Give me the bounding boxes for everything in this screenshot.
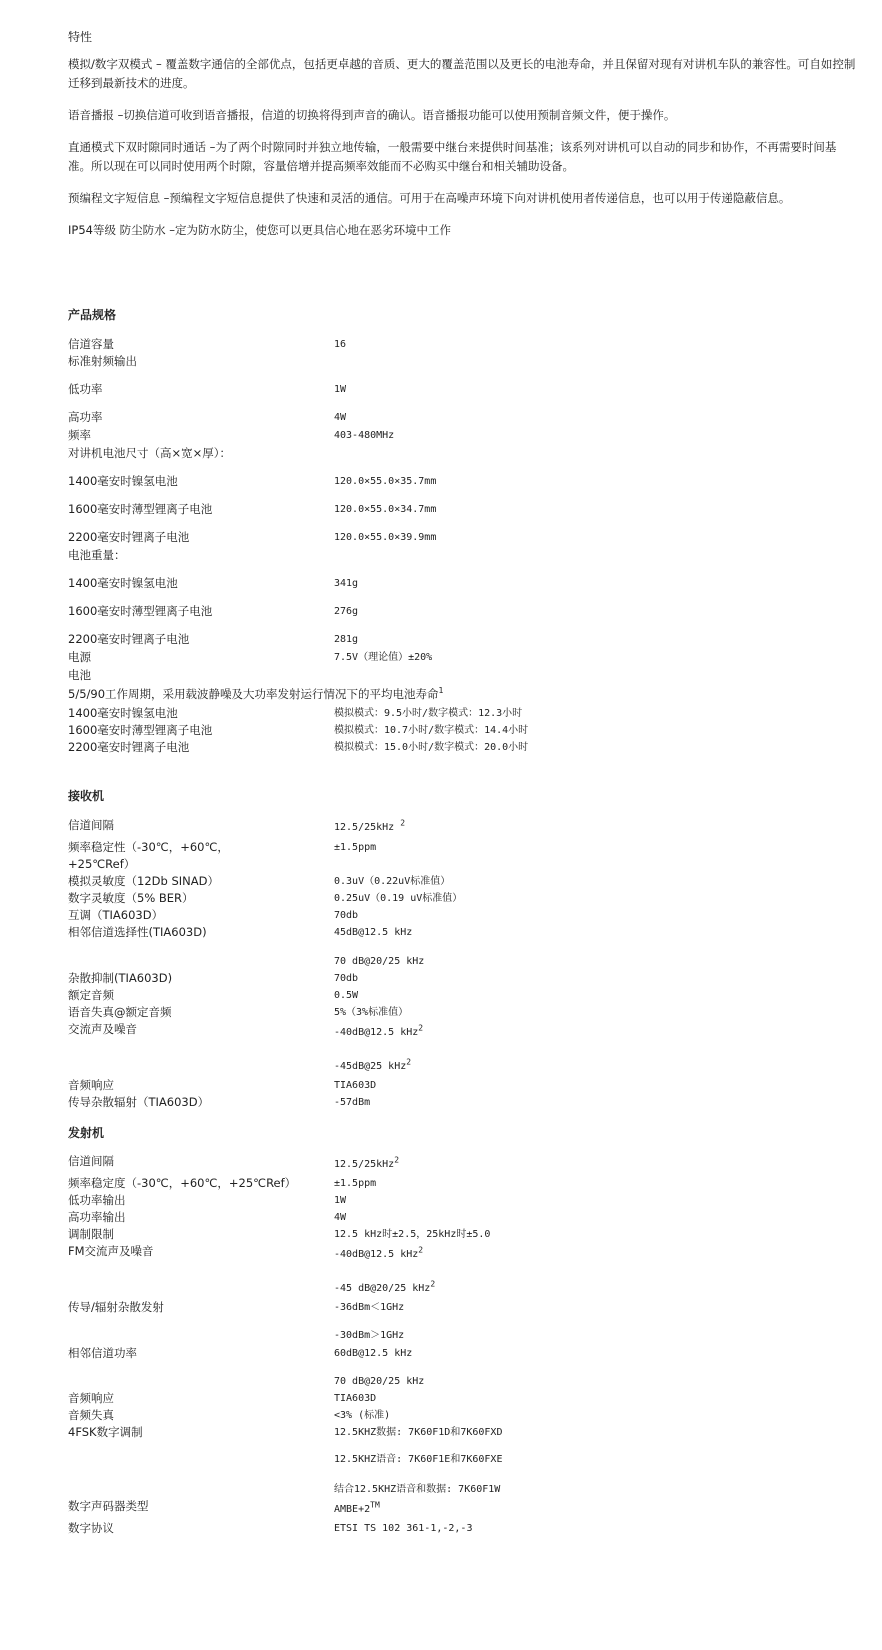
receiver-value bbox=[334, 971, 358, 986]
feature-ip54: IP54等级 防尘防水 –定为防水防尘，使您可以更具信心地在恶劣环境中工作 bbox=[68, 223, 452, 237]
transmitter-value bbox=[334, 1482, 500, 1497]
spec-label: 高功率 bbox=[68, 410, 103, 424]
spec-label: 1600毫安时薄型锂离子电池 bbox=[68, 723, 213, 737]
transmitter-value bbox=[334, 1210, 346, 1225]
transmitter-value bbox=[334, 1157, 399, 1172]
transmitter-label: 低功率输出 bbox=[68, 1193, 126, 1207]
value-text: -30dBm＞1GHz bbox=[334, 1330, 405, 1341]
footnote-marker: 2 bbox=[400, 818, 406, 828]
footnote-marker: TM bbox=[370, 1500, 380, 1510]
transmitter-label: 调制限制 bbox=[68, 1227, 114, 1241]
value-text: -40dB@12.5 kHz bbox=[334, 1249, 419, 1260]
value-text: 12.5 kHz时±2.5，25kHz时±5.0 bbox=[334, 1229, 491, 1240]
value-text: 276g bbox=[334, 606, 359, 617]
spec-label: 1400毫安时镍氢电池 bbox=[68, 474, 178, 488]
transmitter-label: 数字声码器类型 bbox=[68, 1499, 149, 1513]
receiver-value bbox=[334, 874, 450, 889]
spec-label: 低功率 bbox=[68, 382, 103, 396]
transmitter-label: FM交流声及噪音 bbox=[68, 1244, 154, 1258]
receiver-value bbox=[334, 925, 412, 940]
value-text: 4W bbox=[334, 412, 347, 423]
spec-value bbox=[334, 428, 394, 443]
value-text: TIA603D bbox=[334, 1080, 377, 1091]
footnote-marker: 1 bbox=[438, 686, 444, 696]
transmitter-label: 高功率输出 bbox=[68, 1210, 126, 1224]
value-text: 16 bbox=[334, 339, 347, 350]
spec-label: 电池 bbox=[68, 668, 91, 682]
value-text: 70db bbox=[334, 910, 359, 921]
receiver-value bbox=[334, 1078, 376, 1093]
footnote-marker: 2 bbox=[406, 1057, 412, 1067]
transmitter-value bbox=[334, 1391, 376, 1406]
transmitter-label: 音频失真 bbox=[68, 1408, 114, 1422]
value-text: 7.5V（理论值）±20% bbox=[334, 652, 433, 663]
spec-section-title: 产品规格 bbox=[68, 308, 117, 322]
receiver-label: 互调（TIA603D） bbox=[68, 908, 164, 922]
feature-dual-timeslot: 直通模式下双时隙同时通话 –为了两个时隙同时并独立地传输，一般需要中继台来提供时间基准；该系列对讲机可以自动的同步和协作，不再需要时间基准。所以现在可以同时使用两个时隙，容量倍增并提高频率效能而不必购买中继台和相关辅助设备。 bbox=[68, 140, 837, 173]
value-text: -40dB@12.5 kHz bbox=[334, 1027, 419, 1038]
spec-label: 2200毫安时锂离子电池 bbox=[68, 632, 190, 646]
spec-value bbox=[334, 723, 528, 738]
footnote-marker: 2 bbox=[430, 1279, 436, 1289]
receiver-label: 传导杂散辐射（TIA603D） bbox=[68, 1095, 210, 1109]
transmitter-value bbox=[334, 1328, 404, 1343]
receiver-label: 信道间隔 bbox=[68, 818, 114, 832]
receiver-value bbox=[334, 1095, 370, 1110]
receiver-label: 相邻信道选择性(TIA603D) bbox=[68, 925, 207, 939]
spec-label: 2200毫安时锂离子电池 bbox=[68, 740, 190, 754]
receiver-value bbox=[334, 1005, 408, 1020]
spec-value bbox=[334, 410, 346, 425]
spec-value bbox=[334, 576, 358, 591]
value-text: -57dBm bbox=[334, 1097, 371, 1108]
spec-label: 1400毫安时镍氢电池 bbox=[68, 576, 178, 590]
value-text: <3% (标准) bbox=[334, 1410, 391, 1421]
transmitter-value bbox=[334, 1502, 380, 1517]
receiver-value bbox=[334, 840, 376, 855]
value-text: 0.25uV（0.19 uV标准值） bbox=[334, 893, 463, 904]
spec-label: 2200毫安时锂离子电池 bbox=[68, 530, 190, 544]
spec-value bbox=[334, 530, 436, 545]
transmitter-value bbox=[334, 1193, 346, 1208]
receiver-label: 杂散抑制(TIA603D) bbox=[68, 971, 173, 985]
receiver-value bbox=[334, 820, 405, 835]
receiver-label: +25℃Ref） bbox=[68, 857, 136, 871]
value-text: 341g bbox=[334, 578, 359, 589]
value-text: 120.0×55.0×34.7mm bbox=[334, 504, 437, 515]
feature-dual-mode: 模拟/数字双模式 – 覆盖数字通信的全部优点，包括更卓越的音质、更大的覆盖范围以及更长的电池寿命，并且保留对现有对讲机车队的兼容性。可自如控制迁移到最新技术的进度。 bbox=[68, 57, 856, 90]
receiver-value bbox=[334, 891, 462, 906]
transmitter-section-title: 发射机 bbox=[68, 1126, 105, 1140]
value-text: 模拟模式：9.5小时/数字模式：12.3小时 bbox=[334, 708, 523, 719]
transmitter-label: 频率稳定度（-30℃，+60℃，+25℃Ref） bbox=[68, 1176, 297, 1190]
value-text: 1W bbox=[334, 1195, 347, 1206]
value-text: -45 dB@20/25 kHz bbox=[334, 1283, 431, 1294]
spec-value bbox=[334, 706, 522, 721]
value-text: 12.5KHZ数据: 7K60F1D和7K60FXD bbox=[334, 1427, 503, 1438]
value-text: 403-480MHz bbox=[334, 430, 395, 441]
value-text: 模拟模式：10.7小时/数字模式：14.4小时 bbox=[334, 725, 529, 736]
spec-label: 对讲机电池尺寸（高×宽×厚）： bbox=[68, 446, 232, 460]
value-text: TIA603D bbox=[334, 1393, 377, 1404]
value-text: 281g bbox=[334, 634, 359, 645]
value-text: 结合12.5KHZ语音和数据: 7K60F1W bbox=[334, 1484, 501, 1495]
receiver-value bbox=[334, 1025, 423, 1040]
spec-value bbox=[334, 474, 436, 489]
receiver-label: 额定音频 bbox=[68, 988, 114, 1002]
receiver-value bbox=[334, 908, 358, 923]
transmitter-label: 传导/辐射杂散发射 bbox=[68, 1300, 164, 1314]
value-text: 5%（3%标准值） bbox=[334, 1007, 409, 1018]
spec-value bbox=[334, 502, 436, 517]
value-text: 12.5KHZ语音: 7K60F1E和7K60FXE bbox=[334, 1454, 503, 1465]
transmitter-value bbox=[334, 1227, 490, 1242]
value-text: ±1.5ppm bbox=[334, 842, 377, 853]
transmitter-value bbox=[334, 1176, 376, 1191]
footnote-marker: 2 bbox=[418, 1245, 424, 1255]
value-text: 120.0×55.0×35.7mm bbox=[334, 476, 437, 487]
transmitter-value bbox=[334, 1247, 423, 1262]
spec-value bbox=[334, 632, 358, 647]
value-text: ±1.5ppm bbox=[334, 1178, 377, 1189]
features-title: 特性 bbox=[68, 30, 93, 44]
receiver-label: 语音失真@额定音频 bbox=[68, 1005, 172, 1019]
spec-label: 信道容量 bbox=[68, 337, 114, 351]
transmitter-label: 相邻信道功率 bbox=[68, 1346, 137, 1360]
transmitter-value bbox=[334, 1408, 390, 1423]
spec-label: 1600毫安时薄型锂离子电池 bbox=[68, 502, 213, 516]
receiver-label: 交流声及噪音 bbox=[68, 1022, 137, 1036]
transmitter-value bbox=[334, 1281, 435, 1296]
spec-value bbox=[334, 650, 432, 665]
value-text: 70db bbox=[334, 973, 359, 984]
value-text: 模拟模式：15.0小时/数字模式：20.0小时 bbox=[334, 742, 529, 753]
value-text: 120.0×55.0×39.9mm bbox=[334, 532, 437, 543]
value-text: 4W bbox=[334, 1212, 347, 1223]
transmitter-value bbox=[334, 1300, 404, 1315]
value-text: 12.5/25kHz bbox=[334, 822, 401, 833]
transmitter-value bbox=[334, 1374, 424, 1389]
spec-label: 电源 bbox=[68, 650, 91, 664]
spec-value bbox=[334, 382, 346, 397]
spec-value bbox=[334, 740, 528, 755]
spec-value bbox=[334, 604, 358, 619]
value-text: 45dB@12.5 kHz bbox=[334, 927, 413, 938]
footnote-marker: 2 bbox=[394, 1155, 400, 1165]
value-text: 0.3uV（0.22uV标准值） bbox=[334, 876, 451, 887]
transmitter-value bbox=[334, 1346, 412, 1361]
value-text: 12.5/25kHz bbox=[334, 1159, 395, 1170]
spec-label: 电池重量： bbox=[68, 548, 126, 562]
value-text: -36dBm＜1GHz bbox=[334, 1302, 405, 1313]
spec-label: 1600毫安时薄型锂离子电池 bbox=[68, 604, 213, 618]
receiver-value bbox=[334, 954, 424, 969]
value-text: AMBE+2 bbox=[334, 1504, 371, 1515]
transmitter-value bbox=[334, 1521, 472, 1536]
receiver-label: 数字灵敏度（5% BER） bbox=[68, 891, 194, 905]
receiver-label: 频率稳定性（-30℃，+60℃， bbox=[68, 840, 229, 854]
spec-label: 频率 bbox=[68, 428, 91, 442]
transmitter-value bbox=[334, 1425, 502, 1440]
footnote-marker: 2 bbox=[418, 1023, 424, 1033]
spec-label: 1400毫安时镍氢电池 bbox=[68, 706, 178, 720]
spec-label: 5/5/90工作周期，采用载波静噪及大功率发射运行情况下的平均电池寿命$^1$ bbox=[68, 686, 444, 701]
receiver-label: 模拟灵敏度（12Db SINAD） bbox=[68, 874, 219, 888]
value-text: ETSI TS 102 361-1,-2,-3 bbox=[334, 1523, 473, 1534]
spec-value bbox=[334, 337, 346, 352]
feature-voice-announcement: 语音播报 –切换信道可收到语音播报，信道的切换将得到声音的确认。语音播报功能可以使用预制音频文件，便于操作。 bbox=[68, 108, 676, 122]
receiver-value bbox=[334, 988, 358, 1003]
transmitter-label: 音频响应 bbox=[68, 1391, 114, 1405]
receiver-value bbox=[334, 1059, 411, 1074]
spec-label: 标准射频输出 bbox=[68, 354, 137, 368]
value-text: -45dB@25 kHz bbox=[334, 1061, 407, 1072]
value-text: 0.5W bbox=[334, 990, 359, 1001]
transmitter-label: 4FSK数字调制 bbox=[68, 1425, 143, 1439]
value-text: 70 dB@20/25 kHz bbox=[334, 1376, 425, 1387]
transmitter-label: 数字协议 bbox=[68, 1521, 114, 1535]
transmitter-value bbox=[334, 1452, 502, 1467]
feature-text-messaging: 预编程文字短信息 –预编程文字短信息提供了快速和灵活的通信。可用于在高噪声环境下向对讲机使用者传递信息，也可以用于传递隐蔽信息。 bbox=[68, 191, 791, 205]
receiver-section-title: 接收机 bbox=[68, 789, 105, 803]
value-text: 1W bbox=[334, 384, 347, 395]
receiver-label: 音频响应 bbox=[68, 1078, 114, 1092]
transmitter-label: 信道间隔 bbox=[68, 1154, 114, 1168]
value-text: 60dB@12.5 kHz bbox=[334, 1348, 413, 1359]
value-text: 70 dB@20/25 kHz bbox=[334, 956, 425, 967]
